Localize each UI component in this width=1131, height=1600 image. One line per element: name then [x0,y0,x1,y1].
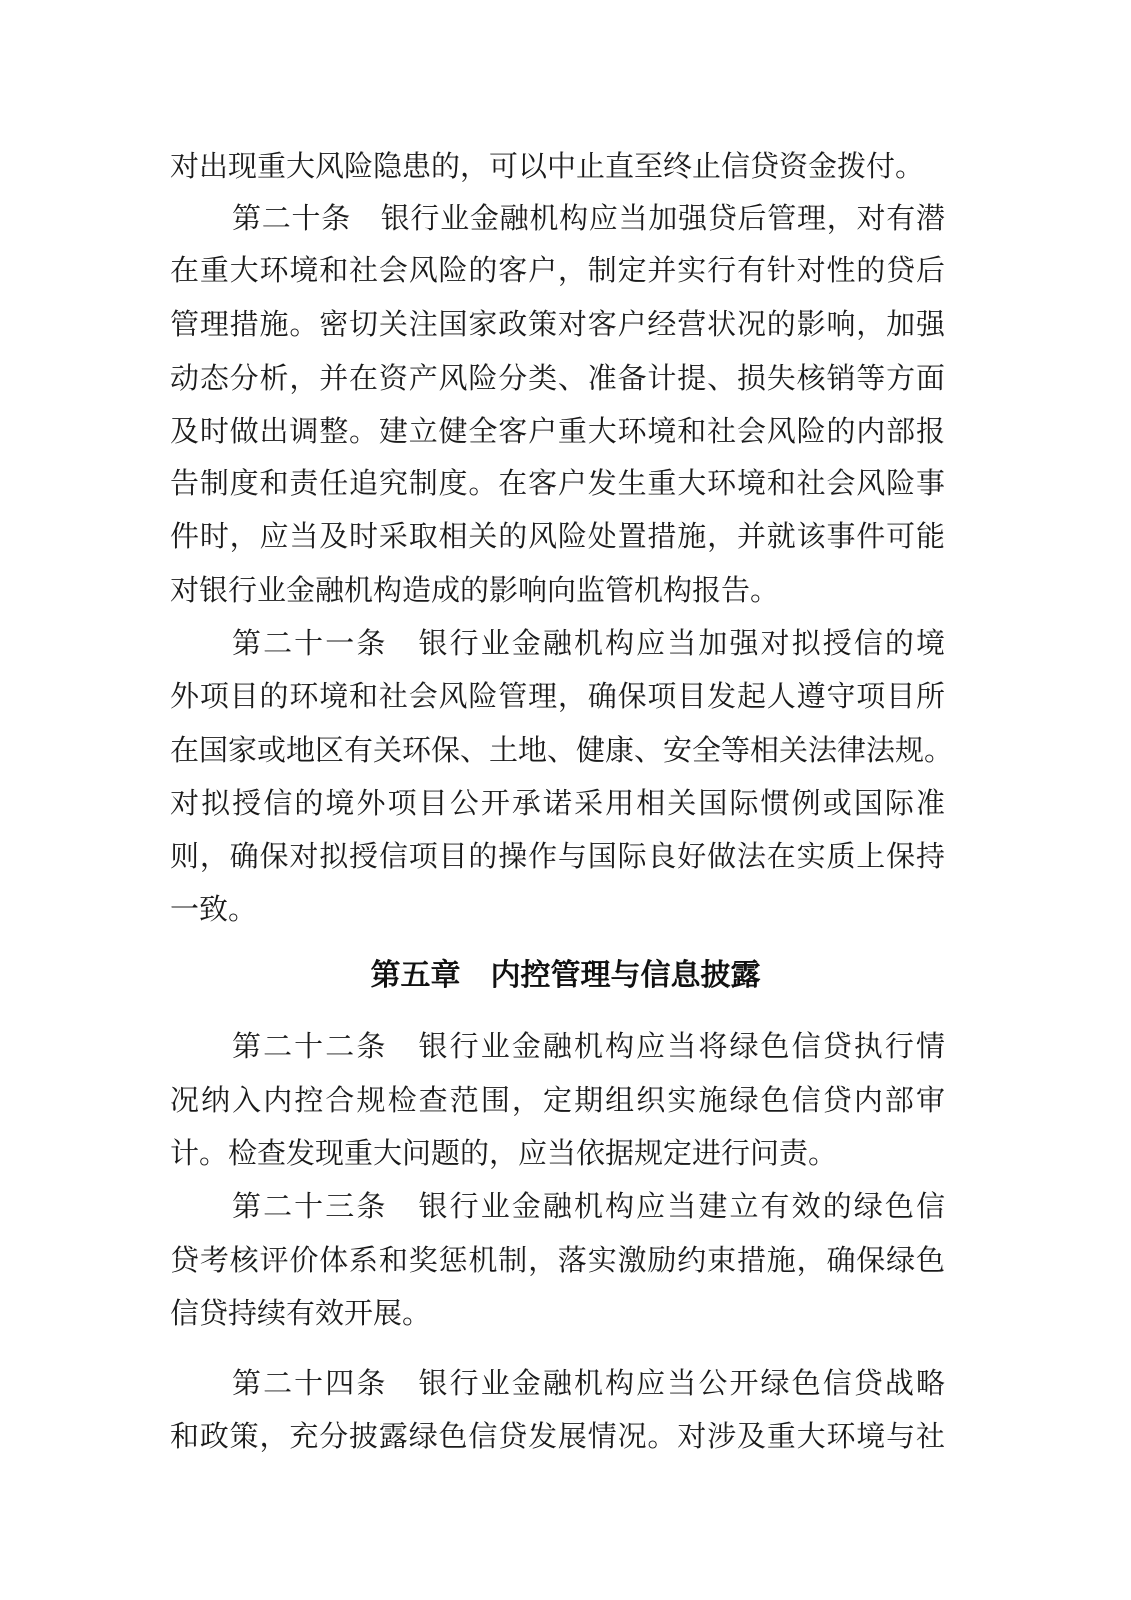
text-line: 计。检查发现重大问题的，应当依据规定进行问责。 [170,1136,838,1170]
text-line: 外项目的环境和社会风险管理，确保项目发起人遵守项目所 [170,679,945,713]
text-line: 一致。 [170,892,258,926]
chapter-heading: 第五章 内控管理与信息披露 [370,958,761,993]
article-24-heading-line: 第二十四条 银行业金融机构应当公开绿色信贷战略 [232,1366,945,1400]
article-20-heading-line: 第二十条 银行业金融机构应当加强贷后管理，对有潜 [232,201,945,235]
text-line: 件时，应当及时采取相关的风险处置措施，并就该事件可能 [170,519,945,553]
text-line: 动态分析，并在资产风险分类、准备计提、损失核销等方面 [170,361,945,395]
text-line: 及时做出调整。建立健全客户重大环境和社会风险的内部报 [170,414,945,448]
text-line: 告制度和责任追究制度。在客户发生重大环境和社会风险事 [170,466,945,500]
text-line: 对出现重大风险隐患的，可以中止直至终止信贷资金拨付。 [170,149,925,183]
text-line: 在重大环境和社会风险的客户，制定并实行有针对性的贷后 [170,253,945,287]
article-22-heading-line: 第二十二条 银行业金融机构应当将绿色信贷执行情 [232,1029,945,1063]
text-line: 信贷持续有效开展。 [170,1296,432,1330]
text-line: 贷考核评价体系和奖惩机制，落实激励约束措施，确保绿色 [170,1243,945,1277]
text-line: 对银行业金融机构造成的影响向监管机构报告。 [170,573,780,607]
text-line: 对拟授信的境外项目公开承诺采用相关国际惯例或国际准 [170,786,945,820]
text-line: 管理措施。密切关注国家政策对客户经营状况的影响，加强 [170,307,945,341]
article-23-heading-line: 第二十三条 银行业金融机构应当建立有效的绿色信 [232,1189,945,1223]
text-line: 则，确保对拟授信项目的操作与国际良好做法在实质上保持 [170,839,945,873]
text-line: 和政策，充分披露绿色信贷发展情况。对涉及重大环境与社 [170,1419,945,1453]
text-line: 况纳入内控合规检查范围，定期组织实施绿色信贷内部审 [170,1083,945,1117]
text-line: 在国家或地区有关环保、土地、健康、安全等相关法律法规。 [170,733,954,767]
article-21-heading-line: 第二十一条 银行业金融机构应当加强对拟授信的境 [232,626,945,660]
